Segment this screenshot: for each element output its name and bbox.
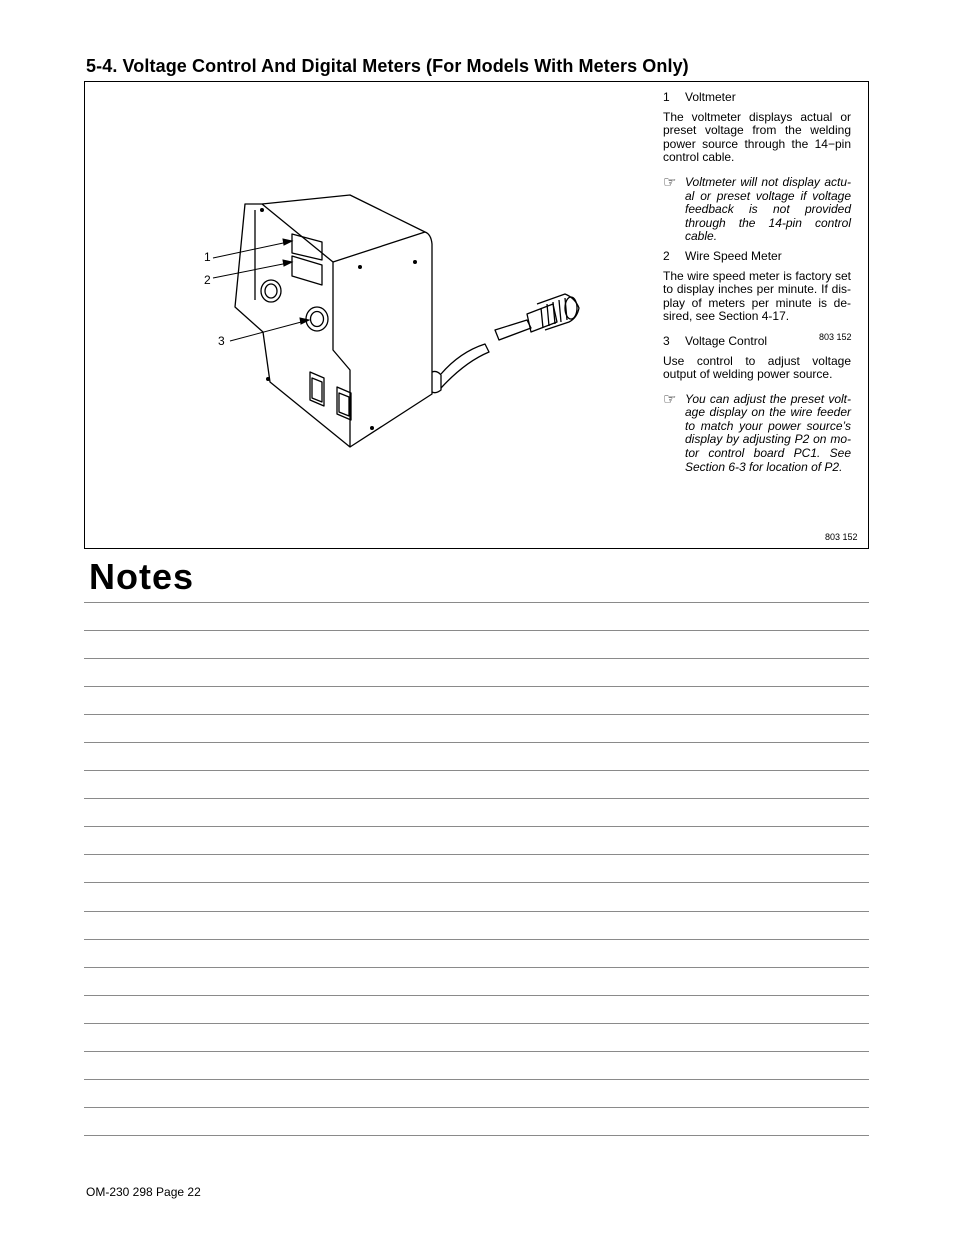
figure-reference: 803 152 — [819, 332, 852, 342]
callout-3: 3 — [218, 334, 225, 348]
note-line — [84, 967, 869, 995]
item-description: The wire speed meter is factory set to display inches per minute. If dis-play of meters per minute is de-sired, see Section 4-17. — [663, 268, 851, 324]
meter-panel-illustration — [85, 82, 645, 548]
note-line — [84, 630, 869, 658]
note-voltage-control — [663, 390, 851, 475]
callout-1: 1 — [204, 250, 211, 264]
note-line — [84, 826, 869, 854]
figure-reference: 803 152 — [825, 532, 858, 542]
note-line — [84, 742, 869, 770]
note-line — [84, 770, 869, 798]
pointing-hand-icon: ☞ — [663, 173, 677, 191]
item-heading-wire-speed-meter: 2 Wire Speed Meter — [663, 248, 782, 263]
note-line — [84, 939, 869, 967]
pointing-hand-icon: ☞ — [663, 390, 677, 408]
note-line — [84, 1023, 869, 1051]
note-line — [84, 714, 869, 742]
notes-ruled-lines — [84, 602, 869, 1163]
page-footer: OM-230 298 Page 22 — [86, 1185, 201, 1199]
note-line — [84, 686, 869, 714]
item-description: The voltmeter displays actual or preset voltage from the welding power source through the 14−pin control cable. — [663, 109, 851, 165]
note-line — [84, 1135, 869, 1163]
item-heading-voltmeter: 1 Voltmeter — [663, 90, 736, 104]
item-title: Wire Speed Meter — [685, 248, 782, 263]
note-line — [84, 798, 869, 826]
note-voltmeter — [663, 173, 851, 244]
section-title: 5-4. Voltage Control And Digital Meters (For Models With Meters Only) — [86, 56, 689, 76]
item-title: Voltage Control — [685, 333, 768, 348]
note-text: You can adjust the preset volt-age display on the wire feeder to match your power source’s display by adjusting P2 on mo-tor control board PC1. See Section 6-3 for location of P2. — [685, 391, 851, 474]
note-line — [84, 854, 869, 882]
note-line — [84, 1107, 869, 1135]
note-line — [84, 1079, 869, 1107]
note-line — [84, 658, 869, 686]
note-line — [84, 1051, 869, 1079]
note-line — [84, 602, 869, 630]
note-line — [84, 995, 869, 1023]
notes-title: Notes — [89, 556, 195, 597]
note-text: Voltmeter will not display actu-al or preset voltage if voltage feedback is not provided through the 14-pin control cable. — [685, 174, 851, 244]
item-description: Use control to adjust voltage output of welding power source. — [663, 353, 851, 382]
note-line — [84, 882, 869, 910]
figure-box — [84, 81, 869, 549]
item-descriptions — [663, 91, 851, 480]
callout-2: 2 — [204, 273, 211, 287]
note-line — [84, 911, 869, 939]
item-heading-voltage-control: 3 Voltage Control — [663, 333, 768, 348]
item-title: Voltmeter — [685, 90, 736, 104]
